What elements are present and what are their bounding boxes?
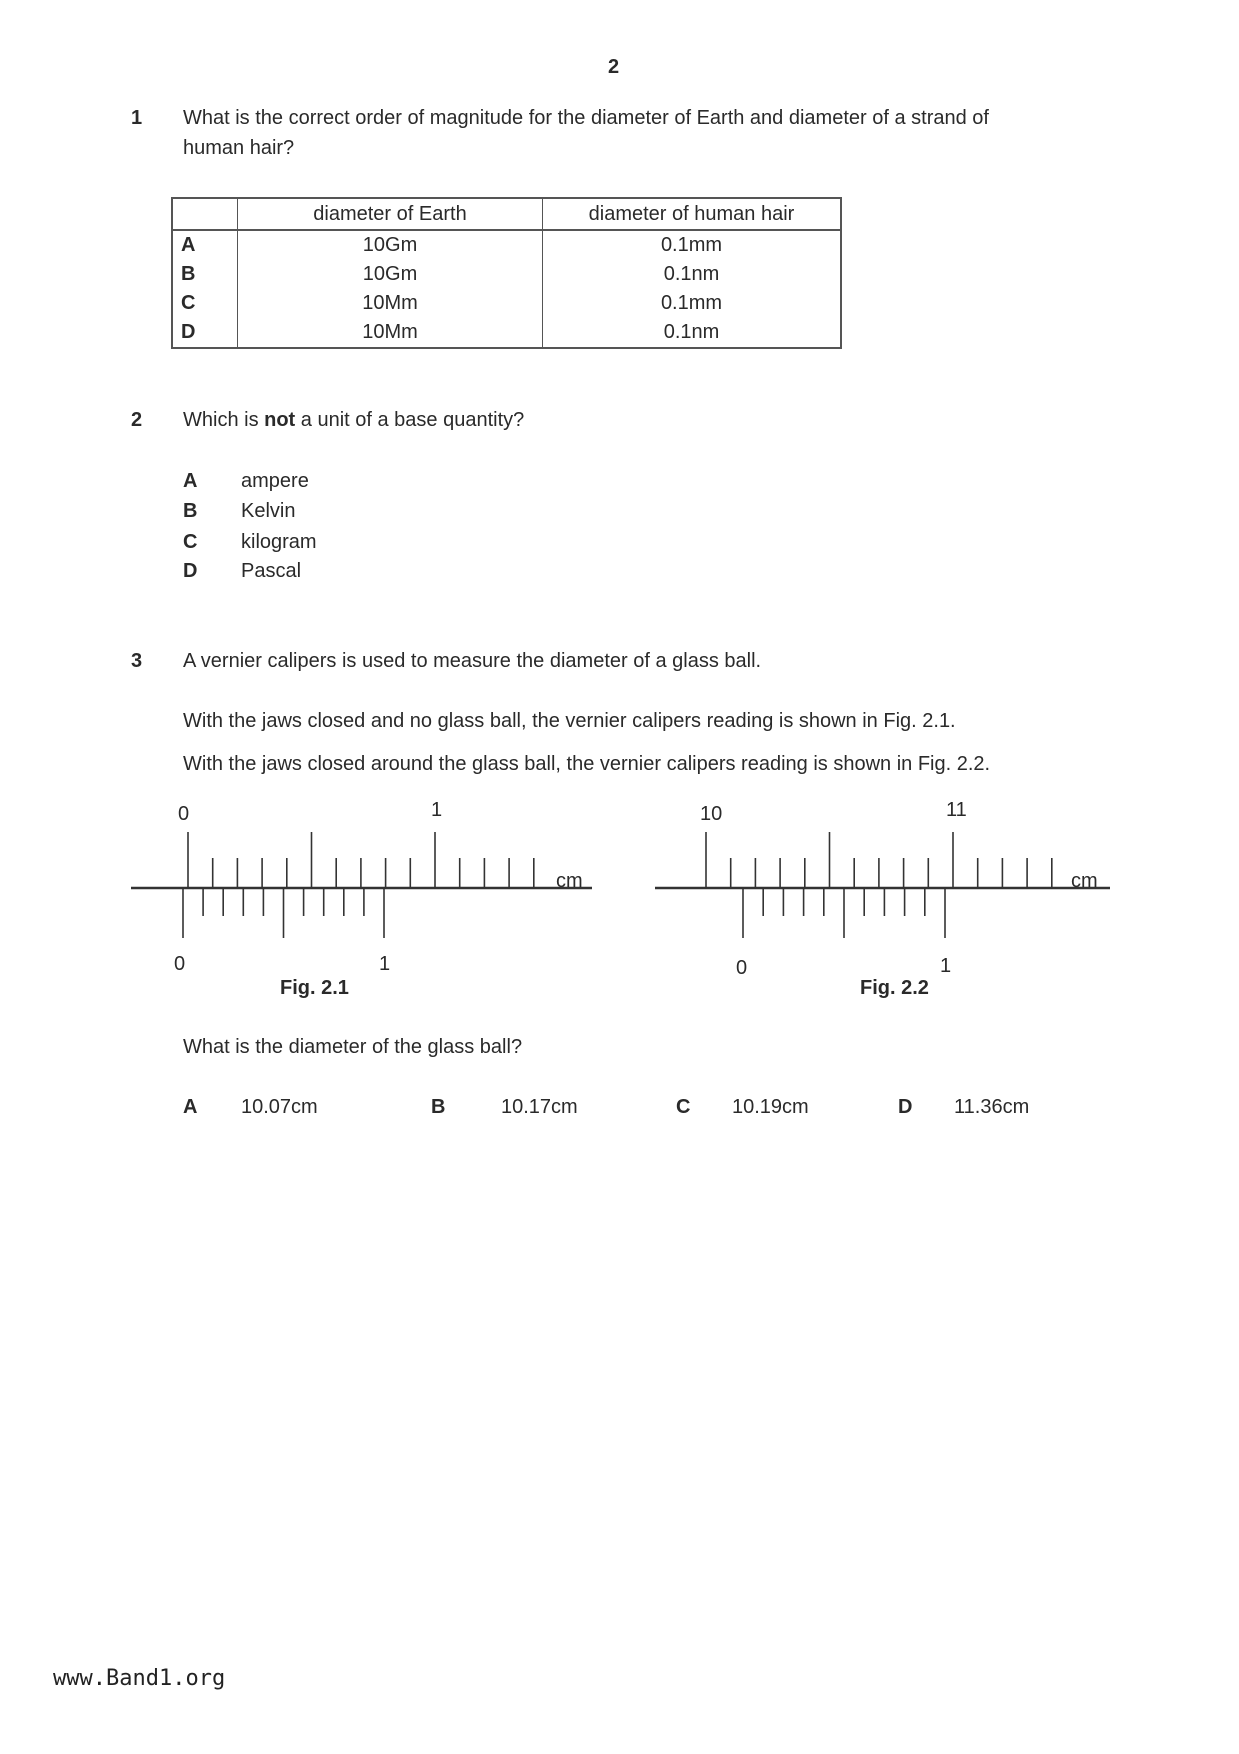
option-letter: C <box>172 289 238 318</box>
question-2-number: 2 <box>131 409 143 431</box>
question-2-text-end: a unit of a base quantity? <box>295 409 525 431</box>
earth-diameter: 10Mm <box>238 289 543 318</box>
main-scale-label: 1 <box>431 799 443 821</box>
figure-caption: Fig. 2.2 <box>860 977 929 999</box>
option-letter: D <box>172 318 238 348</box>
option-text: Pascal <box>241 560 302 582</box>
earth-diameter: 10Gm <box>238 260 543 289</box>
table-header: diameter of human hair <box>543 198 842 230</box>
question-3-line: With the jaws closed around the glass ball, the vernier calipers reading is shown in Fig. 2.2. <box>183 753 991 775</box>
option-text: Kelvin <box>241 500 296 522</box>
option-text: kilogram <box>241 531 317 553</box>
option-letter: D <box>183 560 198 582</box>
option-letter: D <box>898 1096 913 1118</box>
main-scale-label: 10 <box>700 803 723 825</box>
option-letter: B <box>183 500 198 522</box>
hair-diameter: 0.1nm <box>543 260 842 289</box>
option-letter: A <box>172 230 238 260</box>
option-letter: B <box>172 260 238 289</box>
earth-diameter: 10Gm <box>238 230 543 260</box>
question-3-intro: A vernier calipers is used to measure the diameter of a glass ball. <box>183 650 762 672</box>
question-3-number: 3 <box>131 650 143 672</box>
question-1-number: 1 <box>131 107 143 129</box>
question-2-emphasis: not <box>264 409 296 431</box>
vernier-scale-label: 1 <box>940 955 952 977</box>
figure-caption: Fig. 2.1 <box>280 977 349 999</box>
option-letter: B <box>431 1096 446 1118</box>
hair-diameter: 0.1nm <box>543 318 842 348</box>
option-text: 10.07cm <box>241 1096 318 1118</box>
unit-label: cm <box>1071 870 1098 892</box>
option-text: 11.36cm <box>954 1096 1030 1118</box>
question-3-line: With the jaws closed and no glass ball, the vernier calipers reading is shown in Fig. 2.1. <box>183 710 956 732</box>
option-letter: C <box>183 531 198 553</box>
vernier-scale-label: 1 <box>379 953 391 975</box>
option-text: 10.19cm <box>732 1096 809 1118</box>
earth-diameter: 10Mm <box>238 318 543 348</box>
option-text: 10.17cm <box>501 1096 578 1118</box>
option-text: ampere <box>241 470 309 492</box>
hair-diameter: 0.1mm <box>543 230 842 260</box>
option-letter: A <box>183 470 198 492</box>
footer-url: www.Band1.org <box>53 1666 226 1691</box>
option-letter: C <box>676 1096 691 1118</box>
question-2-text-start: Which is <box>183 409 265 431</box>
main-scale-label: 11 <box>946 799 967 821</box>
hair-diameter: 0.1mm <box>543 289 842 318</box>
vernier-scale-label: 0 <box>174 953 186 975</box>
question-1-text-continued: human hair? <box>183 137 295 159</box>
page-number: 2 <box>608 56 620 78</box>
unit-label: cm <box>556 870 583 892</box>
question-3-prompt: What is the diameter of the glass ball? <box>183 1036 523 1058</box>
main-scale-label: 0 <box>178 803 190 825</box>
table-header: diameter of Earth <box>238 198 543 230</box>
vernier-scale-label: 0 <box>736 957 748 979</box>
option-letter: A <box>183 1096 198 1118</box>
question-1-text: What is the correct order of magnitude for the diameter of Earth and diameter of a strand of <box>183 107 989 129</box>
